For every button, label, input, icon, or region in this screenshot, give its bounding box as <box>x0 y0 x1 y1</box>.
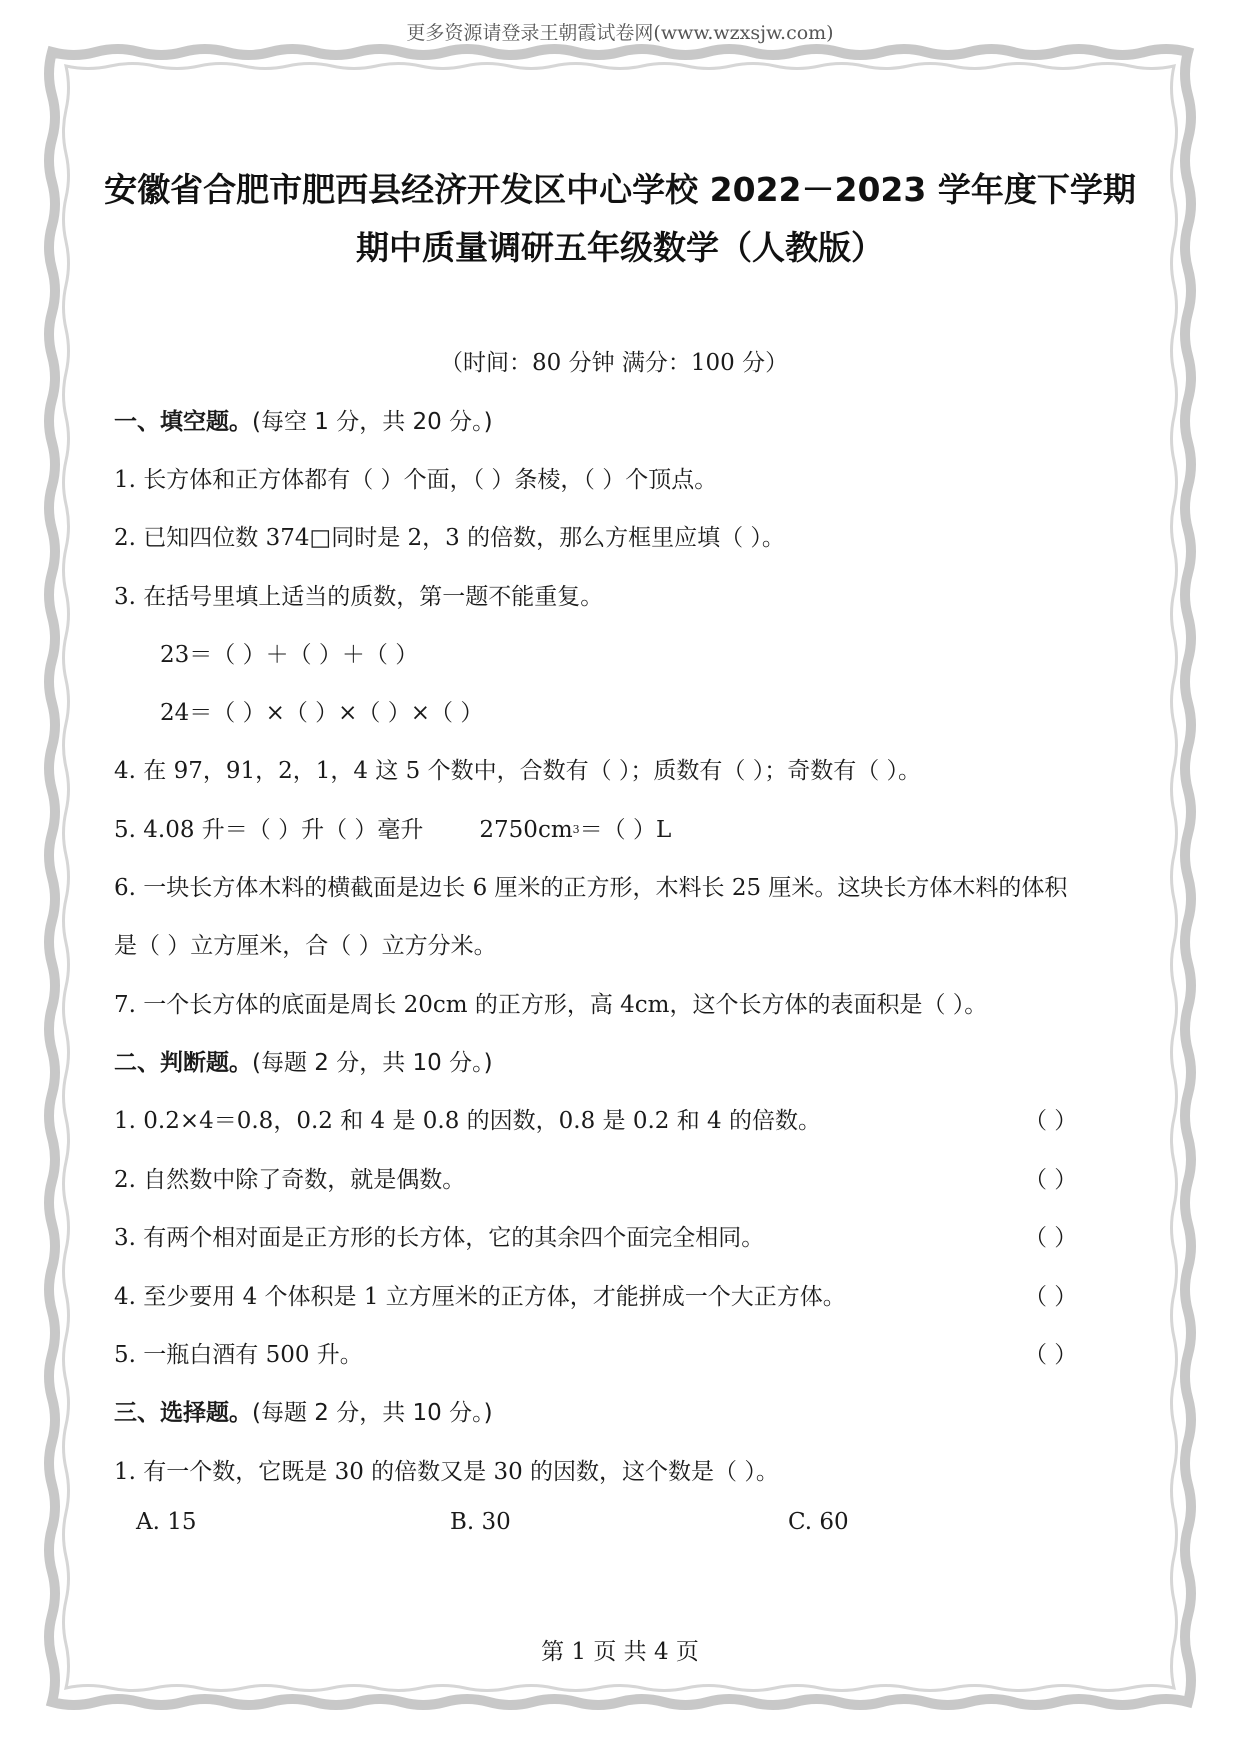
choice-option-c: C. 60 <box>788 1509 849 1535</box>
fill-q5-part-c: ＝（ ）L <box>579 817 672 843</box>
section-judge-heading <box>114 1048 493 1078</box>
fill-q7: 7. 一个长方体的底面是周长 20cm 的正方形，高 4cm，这个长方体的表面积是（ ）。 <box>114 992 988 1018</box>
fill-q6-line2: 是（ ）立方厘米，合（ ）立方分米。 <box>114 933 497 959</box>
judge-item-1: 1. 0.2×4＝0.8，0.2 和 4 是 0.8 的因数，0.8 是 0.2 和 4 的倍数。 <box>114 1108 822 1134</box>
page-title-line2: 期中质量调研五年级数学（人教版） <box>356 228 884 267</box>
fill-q2: 2. 已知四位数 374□同时是 2，3 的倍数，那么方框里应填（ ）。 <box>114 525 785 551</box>
section-fill-title: 一、填空题。 <box>114 409 252 435</box>
fill-q5-part-a: 5. 4.08 升＝（ ）升（ ）毫升 <box>114 817 424 843</box>
fill-q6-line1: 6. 一块长方体木料的横截面是边长 6 厘米的正方形，木料长 25 厘米。这块长方体木料的体积 <box>114 875 1068 901</box>
section-choice-title: 三、选择题。 <box>114 1400 252 1426</box>
judge-answer-paren-3: （ ） <box>1024 1225 1078 1251</box>
section-choice-rule: (每题 2 分，共 10 分。) <box>252 1400 493 1426</box>
fill-q5 <box>114 815 671 845</box>
judge-answer-paren-1: （ ） <box>1024 1108 1078 1134</box>
choice-option-a: A. 15 <box>136 1509 197 1535</box>
fill-q3-b: 24＝（ ）×（ ）×（ ）×（ ） <box>160 700 484 726</box>
section-fill-heading <box>114 407 493 437</box>
judge-item-4: 4. 至少要用 4 个体积是 1 立方厘米的正方体，才能拼成一个大正方体。 <box>114 1284 846 1310</box>
choice-q1: 1. 有一个数，它既是 30 的倍数又是 30 的因数，这个数是（ ）。 <box>114 1459 779 1485</box>
page-title-line1: 安徽省合肥市肥西县经济开发区中心学校 2022－2023 学年度下学期 <box>104 170 1136 209</box>
section-judge-rule: (每题 2 分，共 10 分。) <box>252 1050 493 1076</box>
section-fill-rule: (每空 1 分，共 20 分。) <box>252 409 493 435</box>
judge-answer-paren-2: （ ） <box>1024 1167 1078 1193</box>
page-footer: 第 1 页 共 4 页 <box>541 1639 699 1665</box>
section-choice-heading <box>114 1398 493 1428</box>
choice-option-b: B. 30 <box>450 1509 511 1535</box>
exam-info: （时间：80 分钟 满分：100 分） <box>440 350 789 376</box>
judge-answer-paren-4: （ ） <box>1024 1284 1078 1310</box>
fill-q5-part-b: 2750cm <box>479 817 573 843</box>
fill-q3-a: 23＝（ ）＋（ ）＋（ ） <box>160 642 419 668</box>
judge-item-5: 5. 一瓶白酒有 500 升。 <box>114 1342 363 1368</box>
fill-q1: 1. 长方体和正方体都有（ ）个面，（ ）条棱，（ ）个顶点。 <box>114 467 718 493</box>
header-note: 更多资源请登录王朝霞试卷网(www.wzxsjw.com) <box>406 22 834 44</box>
judge-item-2: 2. 自然数中除了奇数，就是偶数。 <box>114 1167 466 1193</box>
judge-item-3: 3. 有两个相对面是正方形的长方体，它的其余四个面完全相同。 <box>114 1225 765 1251</box>
cube-superscript: 3 <box>572 823 580 836</box>
section-judge-title: 二、判断题。 <box>114 1050 252 1076</box>
judge-answer-paren-5: （ ） <box>1024 1342 1078 1368</box>
fill-q4: 4. 在 97，91，2，1，4 这 5 个数中，合数有（ ）；质数有（ ）；奇数有（ ）。 <box>114 758 921 784</box>
fill-q3: 3. 在括号里填上适当的质数，第一题不能重复。 <box>114 584 604 610</box>
